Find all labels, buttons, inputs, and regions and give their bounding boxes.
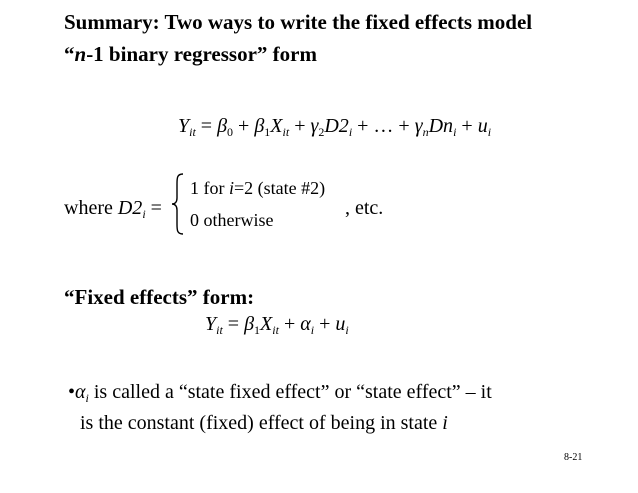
etc-label: , etc. [345,197,384,219]
title-open-quote: “ [64,42,75,66]
eq1-gamman-sub: n [422,125,429,139]
eq2-plus-2: + [314,313,336,335]
eq1-D2: D2 [324,115,349,137]
eq1-X-sub: it [282,125,290,139]
eq1-gamman: γ [414,115,423,137]
eq1-gamma2-sub: 2 [318,125,325,139]
eq2-alpha-sub: i [310,323,315,337]
eq2-alpha: α [300,313,311,335]
dummy-definition-lhs [64,197,162,220]
bullet-line-2 [80,412,448,435]
eq1-Dn-sub: i [453,125,457,139]
eq1-X: X [270,115,283,137]
page-number-text: 8-21 [564,452,583,463]
title-text-1: Summary: Two ways to write the fixed effects model [64,10,533,34]
bullet-text-1: is called a “state fixed effect” or “state effect” – it [88,381,492,403]
eq1-dots: + … + [352,115,415,137]
case2-text: 0 otherwise [190,210,274,230]
eq1-plus-2: + [289,115,311,137]
def-D2: D2 [117,197,143,219]
eq1-beta1-sub: 1 [264,125,271,139]
equation-fixed-effects-form [205,313,349,336]
def-D2-sub: i [142,207,146,221]
eq1-u-sub: i [487,125,492,139]
slide-title-line-2 [64,42,317,67]
title-text-2: -1 binary regressor” form [86,42,317,66]
case-line-1 [190,178,325,199]
case-line-2 [190,210,273,231]
bullet-alpha: α [75,381,86,403]
bullet-text-2: is the constant (fixed) effect of being in state [80,412,443,434]
eq1-Dn: Dn [428,115,454,137]
bullet-line-1 [68,381,492,404]
eq1-beta1: β [254,115,265,137]
eq2-Y-sub: it [216,323,223,337]
eq1-gamma2: γ [310,115,319,137]
left-brace-icon [170,172,186,236]
eq2-beta1-sub: 1 [254,323,261,337]
eq1-equals: = [195,115,218,137]
eq1-Y: Y [178,115,190,137]
eq2-beta1: β [244,313,255,335]
fixed-effects-heading [64,285,254,310]
bullet-icon: • [68,381,76,403]
eq2-X: X [260,313,273,335]
page-number [564,452,582,463]
equation-binary-regressor-form [178,115,491,138]
bullet-alpha-sub: i [85,391,89,405]
eq1-D2-sub: i [348,125,353,139]
title-n: n [74,42,87,66]
slide-title-line-1 [64,10,532,35]
eq1-plus-1: + [233,115,255,137]
eq2-plus-1: + [278,313,301,335]
etc-text [345,197,383,220]
eq2-X-sub: it [272,323,279,337]
eq1-u: u [477,115,488,137]
def-equals: = [145,197,162,219]
case1-suffix: =2 (state #2) [234,178,326,198]
eq1-plus-3: + [456,115,478,137]
eq2-u: u [335,313,346,335]
bullet-i: i [442,412,448,434]
where-word: where [64,197,118,219]
eq2-Y: Y [205,313,217,335]
eq2-equals: = [222,313,245,335]
eq1-Y-sub: it [189,125,196,139]
case1-i: i [229,178,235,198]
fe-heading-text: “Fixed effects” form: [64,285,255,309]
eq1-beta0: β [217,115,228,137]
eq2-u-sub: i [345,323,349,337]
eq1-beta0-sub: 0 [227,125,234,139]
case1-prefix: 1 for [190,178,229,198]
